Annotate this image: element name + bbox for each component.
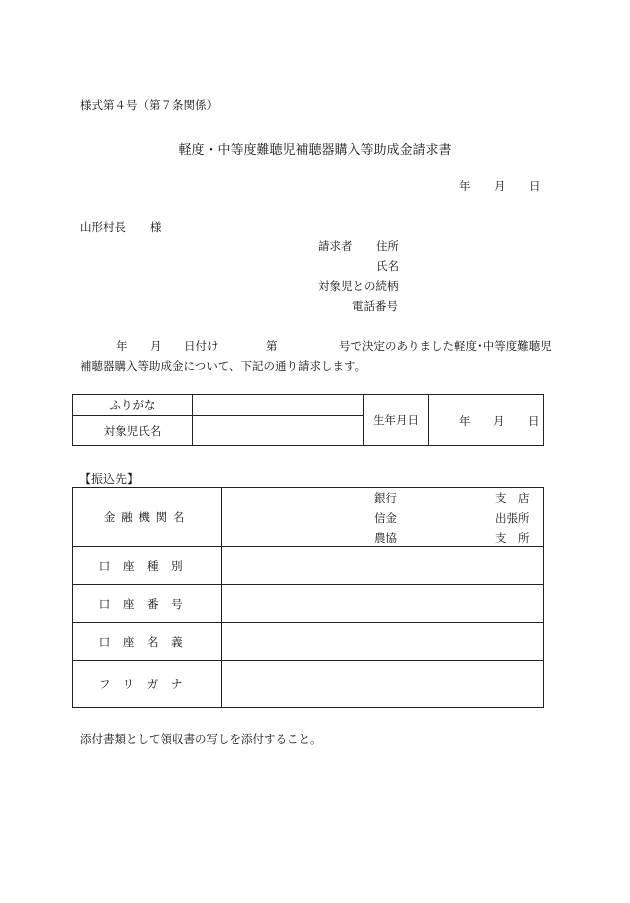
body-dated: 日付け: [184, 339, 219, 353]
institution-value[interactable]: [222, 488, 544, 547]
office-label: 出張所: [495, 511, 530, 525]
birth-date-label: 生年月日: [364, 395, 429, 446]
body-year: 年: [116, 339, 128, 353]
transfer-table: [72, 487, 544, 708]
claimant-relation-label: 対象児との続柄: [318, 279, 399, 293]
bank-label: 銀行: [374, 491, 397, 505]
addressee-name: 山形村長: [80, 220, 126, 234]
account-type-value[interactable]: [222, 547, 544, 585]
child-name-value[interactable]: [193, 416, 364, 446]
furigana-kana-value[interactable]: [222, 661, 544, 708]
transfer-heading: 【振込先】: [79, 472, 140, 486]
shinkin-label: 信金: [374, 511, 397, 525]
date-month: 月: [494, 179, 506, 193]
account-number-value[interactable]: [222, 585, 544, 623]
body-text-line2: 補聴器購入等助成金について、下記の通り請求します。: [80, 359, 367, 373]
account-holder-value[interactable]: [222, 623, 544, 661]
nokyo-label: 農協: [374, 531, 397, 545]
claimant-label: 請求者: [318, 239, 353, 253]
page-title: 軽度・中等度難聴児補聴器購入等助成金請求書: [178, 143, 452, 158]
shisho-label: 支 所: [495, 531, 530, 545]
furigana-label: ふりがな: [73, 395, 193, 416]
account-number-label: 口座番号: [73, 585, 222, 623]
furigana-kana-label: フリガナ: [73, 661, 222, 708]
account-holder-label: 口座名義: [73, 623, 222, 661]
body-text-line1: 号で決定のありました軽度･中等度難聴児: [339, 339, 552, 353]
birth-month: 月: [493, 414, 505, 428]
addressee-honorific: 様: [150, 220, 162, 234]
birth-day: 日: [528, 414, 540, 428]
attachment-note: 添付書類として領収書の写しを添付すること。: [80, 732, 322, 746]
child-name-label: 対象児氏名: [73, 416, 193, 446]
body-month: 月: [150, 339, 162, 353]
account-type-label: 口座種別: [73, 547, 222, 585]
birth-year: 年: [459, 414, 471, 428]
branch-label: 支 店: [495, 491, 530, 505]
furigana-value[interactable]: [193, 395, 364, 416]
birth-date-value[interactable]: [429, 395, 544, 446]
child-info-table: [72, 394, 544, 446]
claimant-phone-label: 電話番号: [352, 299, 398, 313]
institution-label: 金融機関名: [73, 488, 222, 547]
body-dai: 第: [266, 339, 278, 353]
claimant-address-label: 住所: [376, 239, 399, 253]
form-number: 様式第４号（第７条関係）: [80, 98, 218, 112]
claimant-name-label: 氏名: [376, 259, 399, 273]
date-day: 日: [529, 179, 541, 193]
date-year: 年: [459, 179, 471, 193]
